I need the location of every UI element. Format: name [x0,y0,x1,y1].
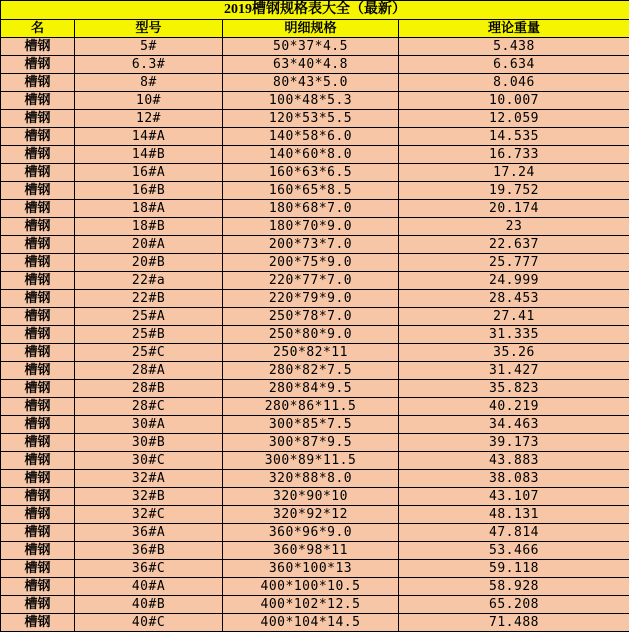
cell-weight[interactable]: 5.438 [399,38,629,56]
cell-name[interactable]: 槽钢 [1,164,75,182]
table-row [1,74,629,92]
table-row [1,56,629,74]
cell-weight[interactable]: 14.535 [399,128,629,146]
table-row [1,596,629,614]
table-row [1,488,629,506]
cell-name[interactable]: 槽钢 [1,236,75,254]
cell-model[interactable]: 20#B [75,254,223,272]
cell-name[interactable]: 槽钢 [1,290,75,308]
cell-model[interactable]: 40#B [75,596,223,614]
cell-model[interactable]: 36#A [75,524,223,542]
cell-spec[interactable]: 200*73*7.0 [223,236,399,254]
cell-model[interactable]: 32#C [75,506,223,524]
cell-weight[interactable]: 65.208 [399,596,629,614]
cell-spec[interactable]: 320*92*12 [223,506,399,524]
cell-spec[interactable]: 360*100*13 [223,560,399,578]
cell-spec[interactable]: 120*53*5.5 [223,110,399,128]
cell-model[interactable]: 14#B [75,146,223,164]
cell-spec[interactable]: 80*43*5.0 [223,74,399,92]
cell-weight[interactable]: 48.131 [399,506,629,524]
table-row [1,542,629,560]
cell-weight[interactable]: 31.427 [399,362,629,380]
cell-weight[interactable]: 16.733 [399,146,629,164]
cell-name[interactable]: 槽钢 [1,56,75,74]
cell-weight[interactable]: 53.466 [399,542,629,560]
cell-weight[interactable]: 20.174 [399,200,629,218]
cell-name[interactable]: 槽钢 [1,452,75,470]
cell-spec[interactable]: 160*65*8.5 [223,182,399,200]
cell-spec[interactable]: 320*88*8.0 [223,470,399,488]
cell-spec[interactable]: 250*80*9.0 [223,326,399,344]
cell-spec[interactable]: 63*40*4.8 [223,56,399,74]
table-row [1,110,629,128]
cell-spec[interactable]: 360*96*9.0 [223,524,399,542]
table-row [1,614,629,632]
table-row [1,380,629,398]
cell-model[interactable]: 40#A [75,578,223,596]
cell-weight[interactable]: 12.059 [399,110,629,128]
cell-name[interactable]: 槽钢 [1,596,75,614]
cell-spec[interactable]: 220*77*7.0 [223,272,399,290]
table-row [1,452,629,470]
table-row [1,290,629,308]
column-header-spec[interactable]: 明细规格 [223,20,399,38]
cell-spec[interactable]: 400*102*12.5 [223,596,399,614]
cell-spec[interactable]: 200*75*9.0 [223,254,399,272]
cell-name[interactable]: 槽钢 [1,128,75,146]
table-row [1,38,629,56]
cell-name[interactable]: 槽钢 [1,380,75,398]
table-row [1,182,629,200]
cell-model[interactable]: 25#C [75,344,223,362]
cell-name[interactable]: 槽钢 [1,92,75,110]
cell-weight[interactable]: 6.634 [399,56,629,74]
cell-model[interactable]: 12# [75,110,223,128]
cell-spec[interactable]: 360*98*11 [223,542,399,560]
cell-name[interactable]: 槽钢 [1,524,75,542]
column-header-weight[interactable]: 理论重量 [399,20,629,38]
cell-model[interactable]: 36#B [75,542,223,560]
cell-spec[interactable]: 280*82*7.5 [223,362,399,380]
table-row [1,398,629,416]
cell-weight[interactable]: 58.928 [399,578,629,596]
cell-model[interactable]: 28#C [75,398,223,416]
cell-name[interactable]: 槽钢 [1,578,75,596]
cell-weight[interactable]: 19.752 [399,182,629,200]
table-row [1,164,629,182]
cell-model[interactable]: 30#C [75,452,223,470]
cell-weight[interactable]: 17.24 [399,164,629,182]
cell-name[interactable]: 槽钢 [1,470,75,488]
cell-spec[interactable]: 300*87*9.5 [223,434,399,452]
cell-weight[interactable]: 39.173 [399,434,629,452]
table-row [1,344,629,362]
cell-spec[interactable]: 320*90*10 [223,488,399,506]
cell-weight[interactable]: 38.083 [399,470,629,488]
cell-weight[interactable]: 40.219 [399,398,629,416]
cell-model[interactable]: 36#C [75,560,223,578]
cell-name[interactable]: 槽钢 [1,416,75,434]
cell-weight[interactable]: 34.463 [399,416,629,434]
cell-model[interactable]: 28#A [75,362,223,380]
cell-spec[interactable]: 400*100*10.5 [223,578,399,596]
table-body [1,1,629,632]
cell-spec[interactable]: 280*84*9.5 [223,380,399,398]
cell-spec[interactable]: 300*89*11.5 [223,452,399,470]
cell-spec[interactable]: 300*85*7.5 [223,416,399,434]
cell-weight[interactable]: 23 [399,218,629,236]
column-header-model[interactable]: 型号 [75,20,223,38]
cell-spec[interactable]: 140*58*6.0 [223,128,399,146]
cell-weight[interactable]: 28.453 [399,290,629,308]
cell-name[interactable]: 槽钢 [1,614,75,632]
cell-model[interactable]: 10# [75,92,223,110]
table-row [1,128,629,146]
cell-model[interactable]: 32#B [75,488,223,506]
cell-name[interactable]: 槽钢 [1,74,75,92]
table-row [1,92,629,110]
table-row [1,146,629,164]
cell-weight[interactable]: 27.41 [399,308,629,326]
table-row [1,560,629,578]
table-row [1,578,629,596]
cell-model[interactable]: 22#B [75,290,223,308]
cell-model[interactable]: 14#A [75,128,223,146]
cell-name[interactable]: 槽钢 [1,560,75,578]
table-row [1,416,629,434]
cell-name[interactable]: 槽钢 [1,434,75,452]
cell-spec[interactable]: 160*63*6.5 [223,164,399,182]
cell-name[interactable]: 槽钢 [1,326,75,344]
cell-name[interactable]: 槽钢 [1,308,75,326]
cell-spec[interactable]: 140*60*8.0 [223,146,399,164]
cell-model[interactable]: 30#B [75,434,223,452]
cell-name[interactable]: 槽钢 [1,200,75,218]
cell-name[interactable]: 槽钢 [1,272,75,290]
cell-model[interactable]: 18#B [75,218,223,236]
cell-name[interactable]: 槽钢 [1,362,75,380]
cell-weight[interactable]: 31.335 [399,326,629,344]
table-row [1,200,629,218]
cell-spec[interactable]: 180*70*9.0 [223,218,399,236]
cell-spec[interactable]: 50*37*4.5 [223,38,399,56]
table-title[interactable]: 2019槽钢规格表大全（最新） [1,1,629,20]
cell-weight[interactable]: 47.814 [399,524,629,542]
cell-model[interactable]: 8# [75,74,223,92]
cell-weight[interactable]: 43.883 [399,452,629,470]
title-row [1,1,629,20]
table-row [1,236,629,254]
table-row [1,272,629,290]
cell-name[interactable]: 槽钢 [1,182,75,200]
cell-model[interactable]: 30#A [75,416,223,434]
cell-weight[interactable]: 10.007 [399,92,629,110]
cell-model[interactable]: 25#B [75,326,223,344]
cell-spec[interactable]: 220*79*9.0 [223,290,399,308]
cell-weight[interactable]: 59.118 [399,560,629,578]
cell-name[interactable]: 槽钢 [1,110,75,128]
cell-weight[interactable]: 8.046 [399,74,629,92]
cell-model[interactable]: 22#a [75,272,223,290]
cell-weight[interactable]: 43.107 [399,488,629,506]
table-row [1,308,629,326]
table-row [1,362,629,380]
table-row [1,326,629,344]
cell-weight[interactable]: 71.488 [399,614,629,632]
table-row [1,506,629,524]
table-row [1,254,629,272]
cell-model[interactable]: 6.3# [75,56,223,74]
cell-name[interactable]: 槽钢 [1,542,75,560]
cell-model[interactable]: 16#A [75,164,223,182]
cell-name[interactable]: 槽钢 [1,254,75,272]
cell-name[interactable]: 槽钢 [1,398,75,416]
cell-spec[interactable]: 180*68*7.0 [223,200,399,218]
cell-spec[interactable]: 400*104*14.5 [223,614,399,632]
cell-model[interactable]: 28#B [75,380,223,398]
table-row [1,434,629,452]
cell-spec[interactable]: 280*86*11.5 [223,398,399,416]
cell-weight[interactable]: 22.637 [399,236,629,254]
cell-model[interactable]: 32#A [75,470,223,488]
table-row [1,218,629,236]
cell-weight[interactable]: 24.999 [399,272,629,290]
table-row [1,470,629,488]
header-row [1,20,629,38]
table-row [1,524,629,542]
cell-spec[interactable]: 250*78*7.0 [223,308,399,326]
cell-spec[interactable]: 100*48*5.3 [223,92,399,110]
cell-name[interactable]: 槽钢 [1,344,75,362]
cell-name[interactable]: 槽钢 [1,488,75,506]
cell-model[interactable]: 16#B [75,182,223,200]
cell-model[interactable]: 18#A [75,200,223,218]
cell-model[interactable]: 5# [75,38,223,56]
cell-weight[interactable]: 25.777 [399,254,629,272]
cell-spec[interactable]: 250*82*11 [223,344,399,362]
cell-name[interactable]: 槽钢 [1,218,75,236]
cell-weight[interactable]: 35.26 [399,344,629,362]
cell-model[interactable]: 25#A [75,308,223,326]
cell-name[interactable]: 槽钢 [1,506,75,524]
cell-name[interactable]: 槽钢 [1,38,75,56]
cell-model[interactable]: 20#A [75,236,223,254]
column-header-name[interactable]: 名 [1,20,75,38]
cell-name[interactable]: 槽钢 [1,146,75,164]
cell-model[interactable]: 40#C [75,614,223,632]
cell-weight[interactable]: 35.823 [399,380,629,398]
